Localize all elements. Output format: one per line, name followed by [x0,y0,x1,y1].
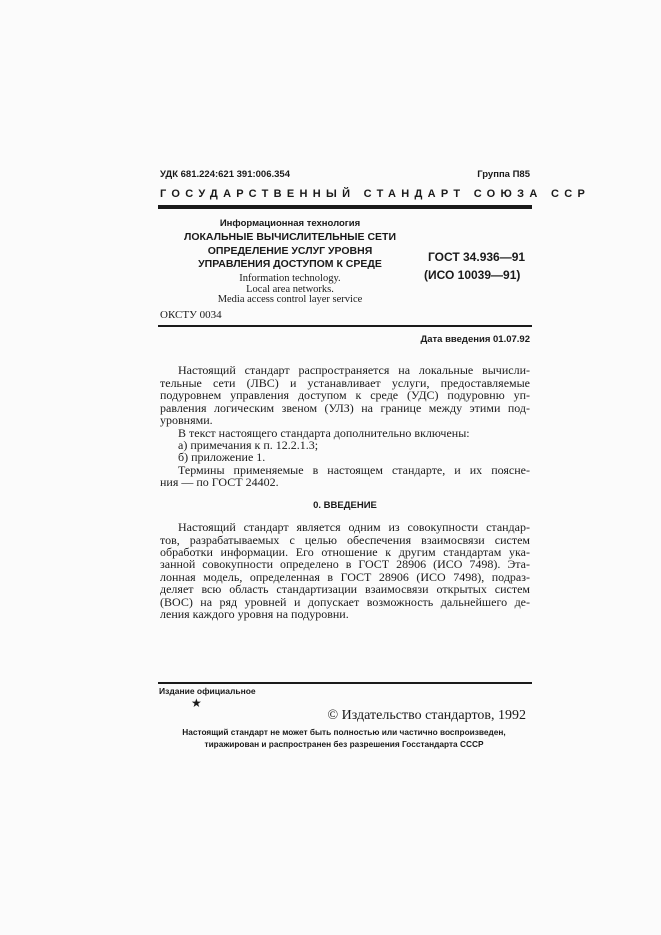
group-code: Группа П85 [477,169,530,180]
body-line: занной совокупности определено в ГОСТ 28906 (ИСО 7498). Эта- [160,557,530,571]
body-line: а) примечания к п. 12.2.1.3; [178,438,319,452]
star-icon: ★ [191,696,202,710]
english-title-line: Media access control layer service [217,294,363,305]
footer-rule [158,682,532,684]
official-edition: Издание официальное [159,686,256,696]
body-line: В текст настоящего стандарта дополнительно включены: [178,426,470,440]
iso-number: (ИСО 10039—91) [424,268,521,282]
body-line: равления логическим звеном (УЛЗ) на границе между этими под- [160,401,530,415]
body-line: (ВОС) на ряд уровней и допускает возможность дальнейшего де- [160,595,530,609]
introduction-date: Дата введения 01.07.92 [420,334,530,345]
gost-number: ГОСТ 34.936—91 [428,250,526,264]
rule [158,325,532,327]
body-line: ления каждого уровня на подуровни. [160,607,349,621]
body-line: Термины применяемые в настоящем стандарте, и их поясне- [178,463,530,477]
english-title-line: Information technology. [239,273,341,284]
body-line: б) приложение 1. [178,450,266,464]
state-standard-banner: ГОСУДАРСТВЕННЫЙ СТАНДАРТ СОЮЗА ССР [160,188,591,200]
okstu-code: ОКСТУ 0034 [160,309,222,321]
body-line: Настоящий стандарт является одним из совокупности стандар- [178,520,530,534]
body-line: лонная модель, определенная в ГОСТ 28906 (ИСО 7498), подраз- [160,570,530,584]
notice-line: Настоящий стандарт не может быть полностью или частично воспроизведен, [182,727,506,737]
subject-heading: Информационная технология [219,218,361,229]
english-title [160,274,420,306]
title-line: ОПРЕДЕЛЕНИЕ УСЛУГ УРОВНЯ [207,244,373,257]
reproduction-notice [158,726,530,750]
body-line: Настоящий стандарт распространяется на локальные вычисли- [178,363,530,377]
section-heading: 0. ВВЕДЕНИЕ [313,500,377,511]
body-line: обработки информации. Его отношение к другим стандартам ука- [160,545,530,559]
thick-rule [158,205,532,209]
title-line: ЛОКАЛЬНЫЕ ВЫЧИСЛИТЕЛЬНЫЕ СЕТИ [183,231,397,243]
body-line: тельные сети (ЛВС) и устанавливает услуги, предоставляемые [160,376,530,390]
body-line: подуровнем управления доступом к среде (УДС) подуровню уп- [160,388,530,402]
body-line: тов, разрабатываемых с целью обеспечения взаимосвязи систем [160,533,530,547]
copyright: © Издательство стандартов, 1992 [327,708,526,723]
title-line: УПРАВЛЕНИЯ ДОСТУПОМ К СРЕДЕ [198,258,382,270]
udk-code: УДК 681.224:621 391:006.354 [160,169,290,180]
body-line: деляет всю область стандартизации взаимосвязи открытых систем [160,582,530,596]
english-title-line: Local area networks. [246,283,334,295]
standard-title [160,231,420,272]
body-line: ния — по ГОСТ 24402. [160,475,279,489]
body-line: уровнями. [160,413,213,427]
notice-line: тиражирован и распространен без разрешения Госстандарта СССР [204,739,484,749]
